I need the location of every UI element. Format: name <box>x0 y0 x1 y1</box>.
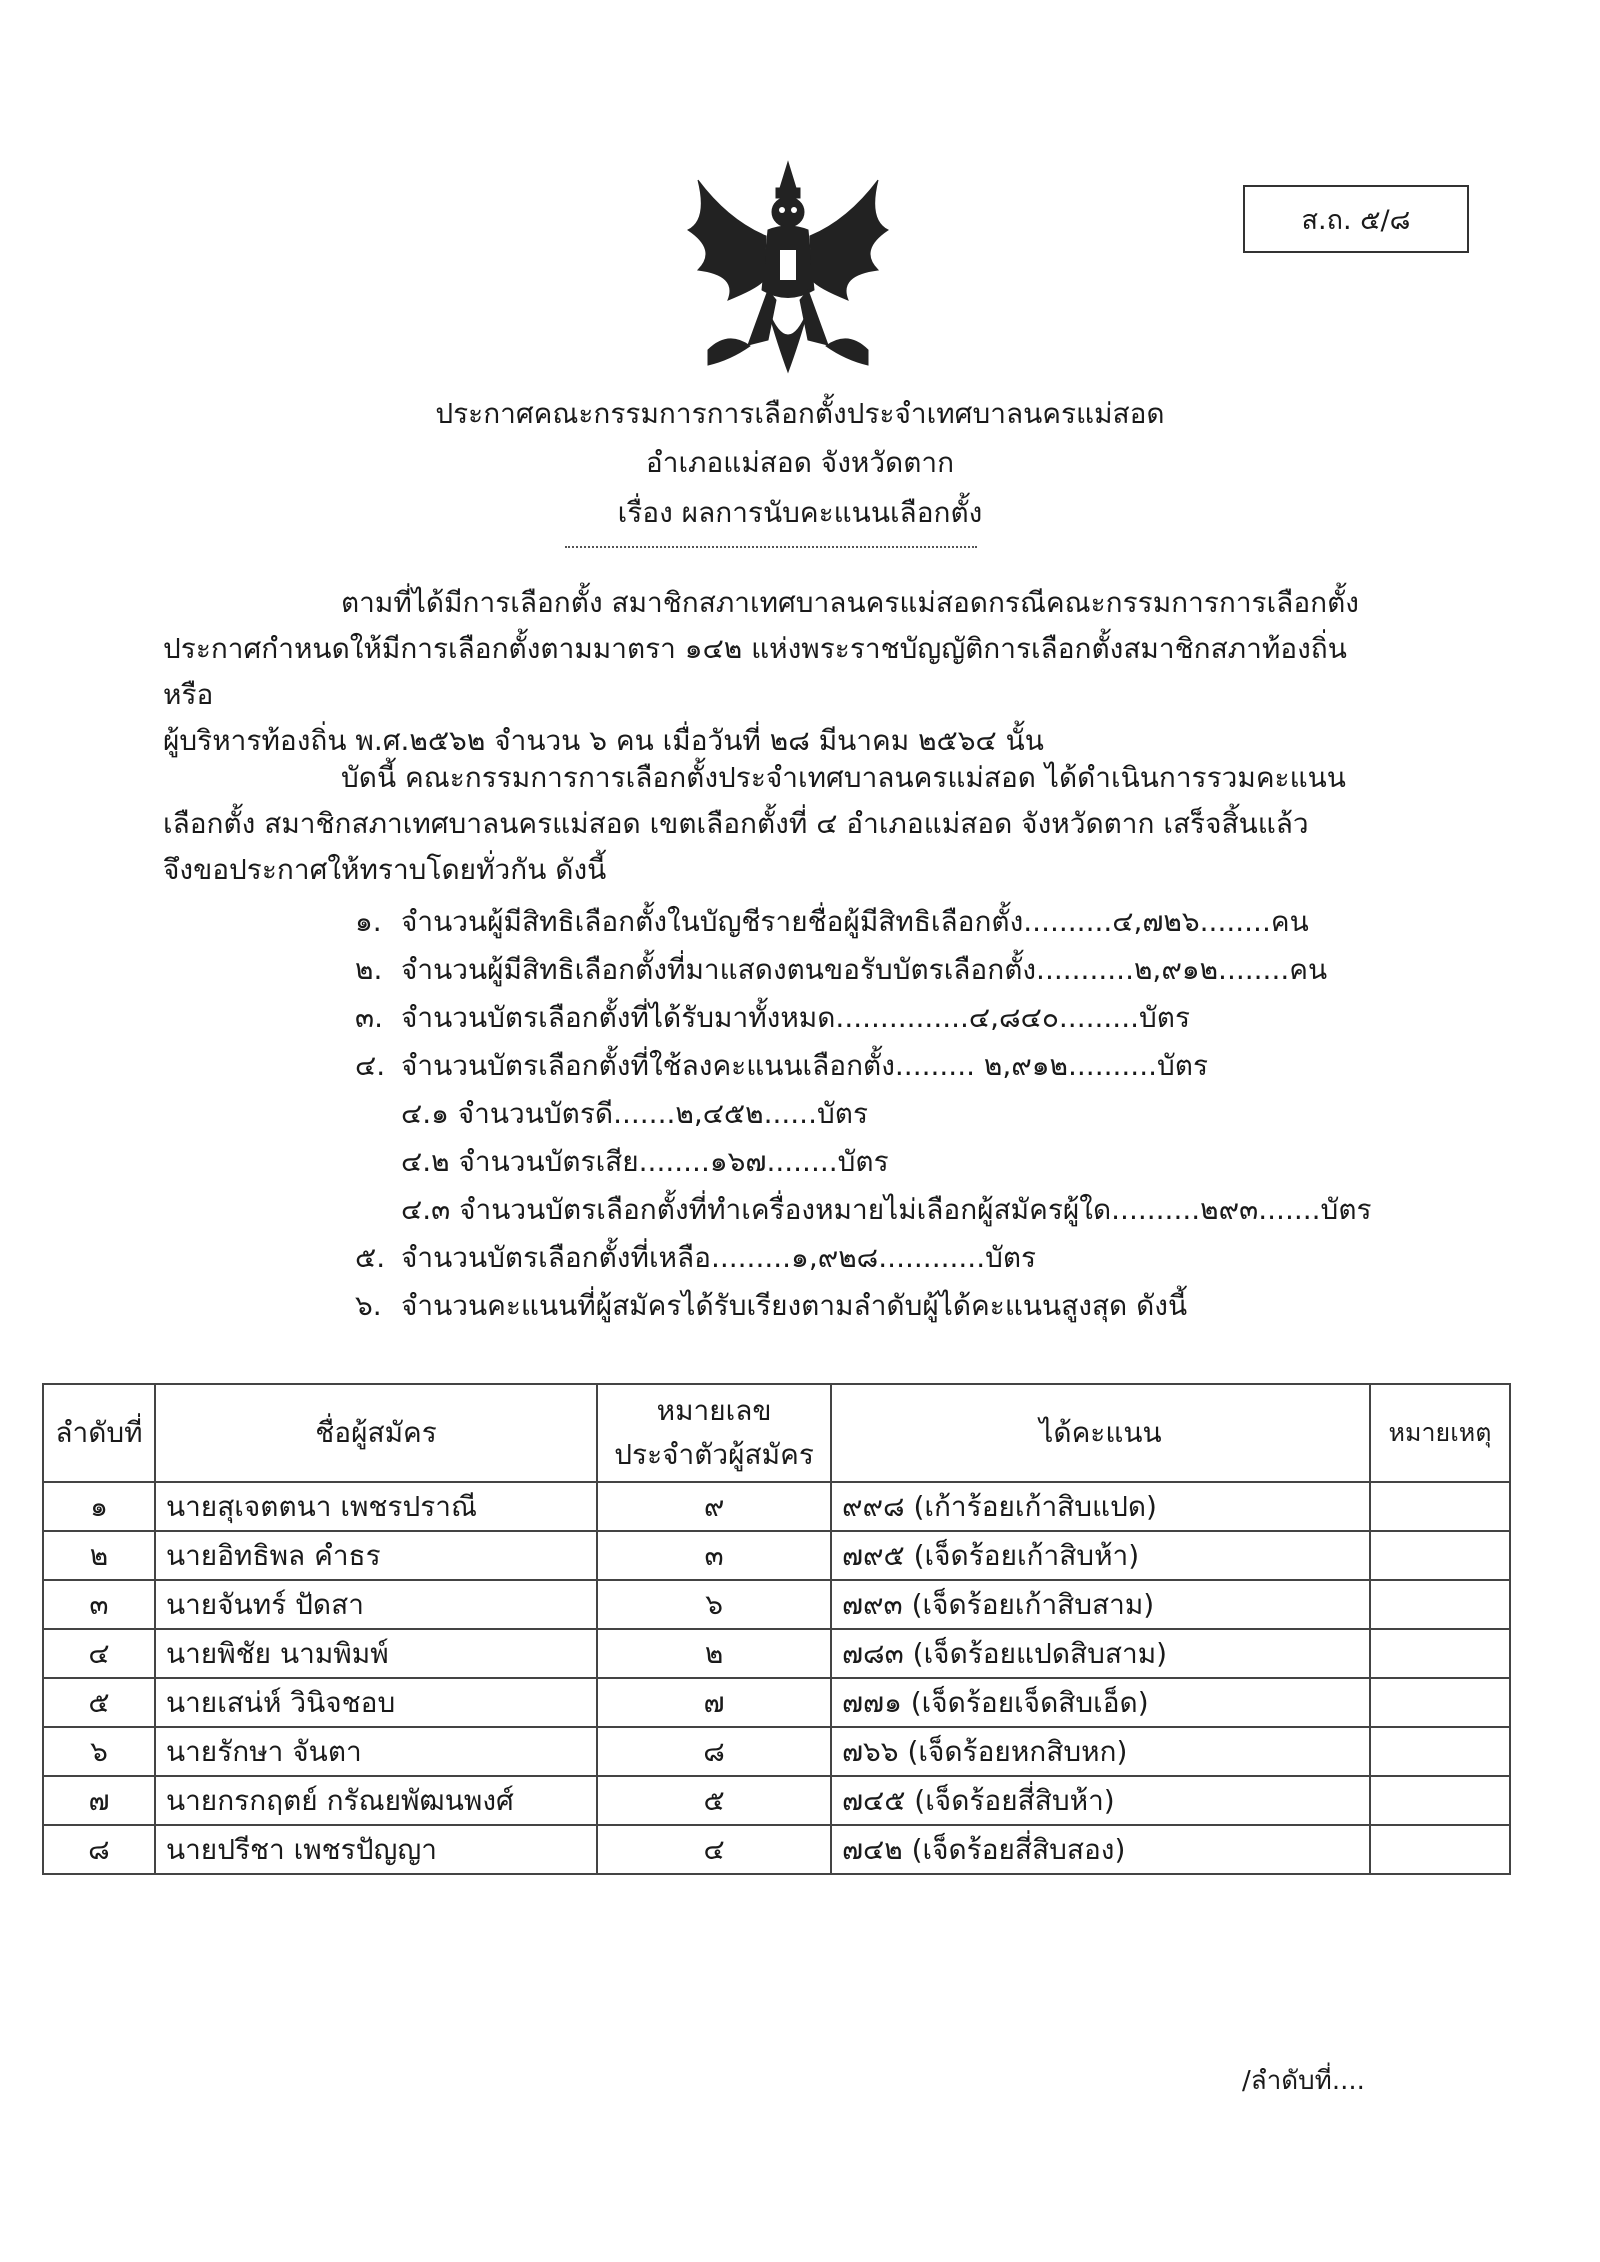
cell-score: ๗๙๕ (เจ็ดร้อยเก้าสิบห้า) <box>831 1531 1370 1580</box>
cell-remark <box>1370 1580 1510 1629</box>
list-item-text: จำนวนผู้มีสิทธิเลือกตั้งที่มาแสดงตนขอรับบัตรเลือกตั้ง...........๒,๙๑๒........คน <box>401 953 1328 986</box>
cell-name: นายอิทธิพล คำธร <box>155 1531 597 1580</box>
list-item <box>355 1284 1187 1328</box>
header-remark: หมายเหตุ <box>1370 1384 1510 1482</box>
list-item-text: จำนวนบัตรเลือกตั้งที่เหลือ.........๑,๙๒๘............บัตร <box>401 1241 1037 1274</box>
continuation-note: /ลำดับที่.... <box>1242 2066 1365 2096</box>
list-item <box>401 1188 1372 1232</box>
cell-name: นายปรีชา เพชรปัญญา <box>155 1825 597 1874</box>
cell-score: ๗๗๑ (เจ็ดร้อยเจ็ดสิบเอ็ด) <box>831 1678 1370 1727</box>
cell-number: ๓ <box>597 1531 831 1580</box>
cell-rank: ๑ <box>43 1482 155 1531</box>
list-item-text: ๔.๑ จำนวนบัตรดี.......๒,๔๕๒......บัตร <box>401 1097 868 1130</box>
table-row <box>43 1727 1510 1776</box>
list-item-number: ๖. <box>355 1289 382 1322</box>
list-item <box>401 1140 889 1184</box>
list-item <box>355 948 1327 992</box>
cell-remark <box>1370 1727 1510 1776</box>
table-row <box>43 1482 1510 1531</box>
cell-score: ๗๖๖ (เจ็ดร้อยหกสิบหก) <box>831 1727 1370 1776</box>
list-item-number: ๓. <box>355 1001 384 1034</box>
table-header-row <box>43 1384 1510 1482</box>
cell-remark <box>1370 1629 1510 1678</box>
cell-remark <box>1370 1482 1510 1531</box>
paragraph-intro <box>163 580 1373 764</box>
district-province-line: อำเภอแม่สอด จังหวัดตาก <box>645 446 955 479</box>
header-number <box>597 1384 831 1482</box>
cell-remark <box>1370 1776 1510 1825</box>
header-number-line2: ประจำตัวผู้สมัคร <box>614 1438 814 1471</box>
cell-rank: ๓ <box>43 1580 155 1629</box>
list-item-text: จำนวนคะแนนที่ผู้สมัครได้รับเรียงตามลำดับผู้ได้คะแนนสูงสุด ดังนี้ <box>401 1289 1188 1322</box>
list-item <box>355 1044 1208 1088</box>
cell-number: ๖ <box>597 1580 831 1629</box>
cell-name: นายจันทร์ ปัดสา <box>155 1580 597 1629</box>
list-item-number: ๕. <box>355 1241 386 1274</box>
garuda-emblem-icon <box>668 160 908 375</box>
table-row <box>43 1580 1510 1629</box>
cell-score: ๗๔๒ (เจ็ดร้อยสี่สิบสอง) <box>831 1825 1370 1874</box>
list-item-number: ๑. <box>355 905 382 938</box>
paragraph-intro-line: ตามที่ได้มีการเลือกตั้ง สมาชิกสภาเทศบาลนครแม่สอดกรณีคณะกรรมการการเลือกตั้ง <box>341 586 1359 619</box>
list-item-text: จำนวนผู้มีสิทธิเลือกตั้งในบัญชีรายชื่อผู้มีสิทธิเลือกตั้ง..........๔,๗๒๖........คน <box>401 905 1309 938</box>
cell-number: ๒ <box>597 1629 831 1678</box>
cell-rank: ๘ <box>43 1825 155 1874</box>
table-row <box>43 1825 1510 1874</box>
cell-remark <box>1370 1678 1510 1727</box>
cell-number: ๔ <box>597 1825 831 1874</box>
cell-remark <box>1370 1825 1510 1874</box>
header-rank: ลำดับที่ <box>43 1384 155 1482</box>
header-number-line1: หมายเลข <box>656 1394 772 1427</box>
announcement-title: ประกาศคณะกรรมการการเลือกตั้งประจำเทศบาลนครแม่สอด <box>435 397 1165 430</box>
header-score: ได้คะแนน <box>831 1384 1370 1482</box>
cell-rank: ๗ <box>43 1776 155 1825</box>
paragraph-intro-line: ประกาศกำหนดให้มีการเลือกตั้งตามมาตรา ๑๔๒ แห่งพระราชบัญญัติการเลือกตั้งสมาชิกสภาท้องถิ่นหรือ <box>163 632 1347 711</box>
cell-remark <box>1370 1531 1510 1580</box>
table-row <box>43 1629 1510 1678</box>
list-item <box>401 1092 868 1136</box>
cell-rank: ๔ <box>43 1629 155 1678</box>
cell-score: ๙๙๘ (เก้าร้อยเก้าสิบแปด) <box>831 1482 1370 1531</box>
list-item <box>355 996 1190 1040</box>
cell-rank: ๕ <box>43 1678 155 1727</box>
cell-name: นายรักษา จันตา <box>155 1727 597 1776</box>
paragraph-result-line: เลือกตั้ง สมาชิกสภาเทศบาลนครแม่สอด เขตเลือกตั้งที่ ๔ อำเภอแม่สอด จังหวัดตาก เสร็จสิ้นแล้ว <box>163 807 1309 840</box>
table-row <box>43 1776 1510 1825</box>
paragraph-intro-line: ผู้บริหารท้องถิ่น พ.ศ.๒๕๖๒ จำนวน ๖ คน เมื่อวันที่ ๒๘ มีนาคม ๒๕๖๔ นั้น <box>163 724 1044 757</box>
list-item-text: จำนวนบัตรเลือกตั้งที่ใช้ลงคะแนนเลือกตั้ง......... ๒,๙๑๒..........บัตร <box>401 1049 1208 1082</box>
cell-number: ๗ <box>597 1678 831 1727</box>
candidate-results-table <box>42 1383 1511 1875</box>
cell-name: นายกรกฤตย์ กรัณยพัฒนพงศ์ <box>155 1776 597 1825</box>
dotted-separator <box>565 546 977 548</box>
cell-score: ๗๙๓ (เจ็ดร้อยเก้าสิบสาม) <box>831 1580 1370 1629</box>
cell-number: ๙ <box>597 1482 831 1531</box>
cell-score: ๗๘๓ (เจ็ดร้อยแปดสิบสาม) <box>831 1629 1370 1678</box>
cell-rank: ๖ <box>43 1727 155 1776</box>
cell-number: ๕ <box>597 1776 831 1825</box>
list-item-number: ๒. <box>355 953 383 986</box>
cell-name: นายสุเจตตนา เพชรปราณี <box>155 1482 597 1531</box>
paragraph-result-line: บัดนี้ คณะกรรมการการเลือกตั้งประจำเทศบาลนครแม่สอด ได้ดำเนินการรวมคะแนน <box>341 761 1346 794</box>
list-item-text: ๔.๒ จำนวนบัตรเสีย........๑๖๗........บัตร <box>401 1145 889 1178</box>
list-item <box>355 900 1309 944</box>
form-code: ส.ถ. ๕/๘ <box>1301 204 1411 236</box>
list-item-text: จำนวนบัตรเลือกตั้งที่ได้รับมาทั้งหมด...............๔,๘๔๐.........บัตร <box>401 1001 1191 1034</box>
paragraph-result-line: จึงขอประกาศให้ทราบโดยทั่วกัน ดังนี้ <box>163 853 607 886</box>
subject-line: เรื่อง ผลการนับคะแนนเลือกตั้ง <box>617 496 983 529</box>
list-item-number: ๔. <box>355 1049 386 1082</box>
form-code-box <box>1243 185 1469 253</box>
list-item <box>355 1236 1036 1280</box>
cell-name: นายพิชัย นามพิมพ์ <box>155 1629 597 1678</box>
cell-rank: ๒ <box>43 1531 155 1580</box>
cell-name: นายเสน่ห์ วินิจชอบ <box>155 1678 597 1727</box>
table-row <box>43 1531 1510 1580</box>
cell-number: ๘ <box>597 1727 831 1776</box>
cell-score: ๗๔๕ (เจ็ดร้อยสี่สิบห้า) <box>831 1776 1370 1825</box>
paragraph-result <box>163 755 1373 893</box>
header-name: ชื่อผู้สมัคร <box>155 1384 597 1482</box>
table-row <box>43 1678 1510 1727</box>
list-item-text: ๔.๓ จำนวนบัตรเลือกตั้งที่ทำเครื่องหมายไม่เลือกผู้สมัครผู้ใด..........๒๙๓.......บัตร <box>401 1193 1372 1226</box>
